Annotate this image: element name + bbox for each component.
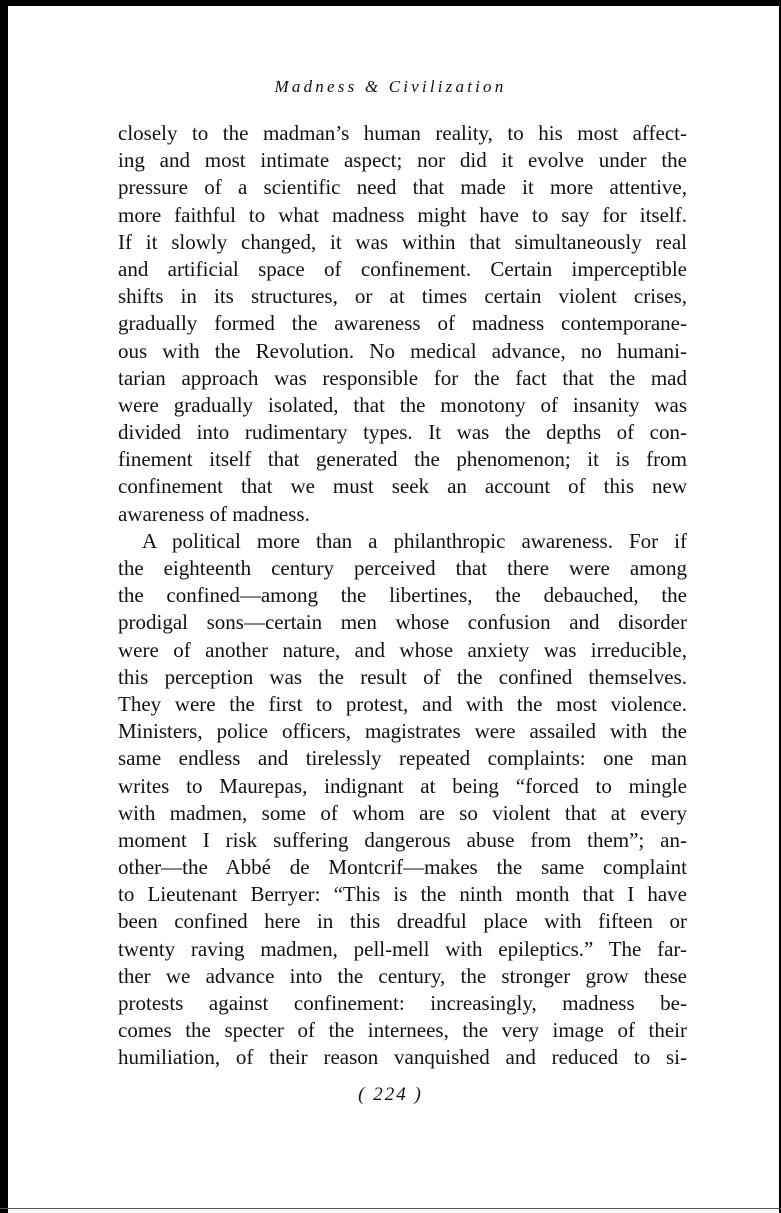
text-line: pressure of a scientific need that made it more attentive, [118,175,687,200]
paragraph [118,120,687,528]
text-line: been confined here in this dreadful place with fifteen or [118,909,687,934]
text-line: protests against confinement: increasingly, madness be- [118,991,687,1015]
text-line: ther we advance into the century, the stronger grow these [118,963,687,988]
text-line: this perception was the result of the confined themselves. [118,664,687,689]
text-line: shifts in its structures, or at times certain violent crises, [118,284,687,309]
text-line: more faithful to what madness might have to say for itself. [118,202,687,227]
text-line: with madmen, some of whom are so violent that at every [118,800,687,825]
text-line: awareness of madness. [118,501,310,526]
text-line: moment I risk suffering dangerous abuse from them”; an- [118,827,687,852]
text-line: If it slowly changed, it was within that simultaneously real [118,229,687,254]
body-text [118,120,687,1072]
text-line: comes the specter of the internees, the very image of their [118,1018,687,1043]
page-number: ( 224 ) [358,1084,423,1105]
text-line: the eighteenth century perceived that there were among [118,556,687,580]
text-line: writes to Maurepas, indignant at being “forced to mingle [118,773,687,798]
text-line: other—the Abbé de Montcrif—makes the same complaint [118,855,687,880]
text-line: They were the first to protest, and with the most violence. [118,691,687,716]
text-line: confinement that we must seek an account of this new [118,474,687,499]
text-line: the confined—among the libertines, the debauched, the [118,583,687,608]
running-head: Madness & Civilization [274,77,507,96]
text-line: divided into rudimentary types. It was the depths of con- [118,420,687,445]
text-line: twenty raving madmen, pell-mell with epileptics.” The far- [118,936,687,961]
scan-border-bottom [0,1208,781,1209]
text-line: were gradually isolated, that the monotony of insanity was [118,392,687,417]
text-line: ing and most intimate aspect; nor did it evolve under the [118,148,687,173]
text-line: gradually formed the awareness of madness contemporane- [118,311,687,336]
scan-border-left [0,0,8,1213]
text-line: and artificial space of confinement. Certain imperceptible [118,256,687,281]
text-line: Ministers, police officers, magistrates were assailed with the [118,719,687,744]
text-line: tarian approach was responsible for the fact that the mad [118,365,687,390]
text-line: were of another nature, and whose anxiety was irreducible, [118,637,687,662]
text-line: A political more than a philanthropic awareness. For if [142,528,687,553]
text-line: ous with the Revolution. No medical advance, no humani- [118,338,687,363]
text-line: closely to the madman’s human reality, to his most affect- [118,121,687,145]
text-line: to Lieutenant Berryer: “This is the ninth month that I have [118,882,687,907]
text-line: same endless and tirelessly repeated complaints: one man [118,746,687,771]
text-line: humiliation, of their reason vanquished and reduced to si- [118,1045,687,1070]
text-line: finement itself that generated the phenomenon; it is from [118,447,687,472]
scan-border-top [0,0,781,6]
text-line: prodigal sons—certain men whose confusion and disorder [118,610,687,635]
paragraph [118,528,687,1072]
